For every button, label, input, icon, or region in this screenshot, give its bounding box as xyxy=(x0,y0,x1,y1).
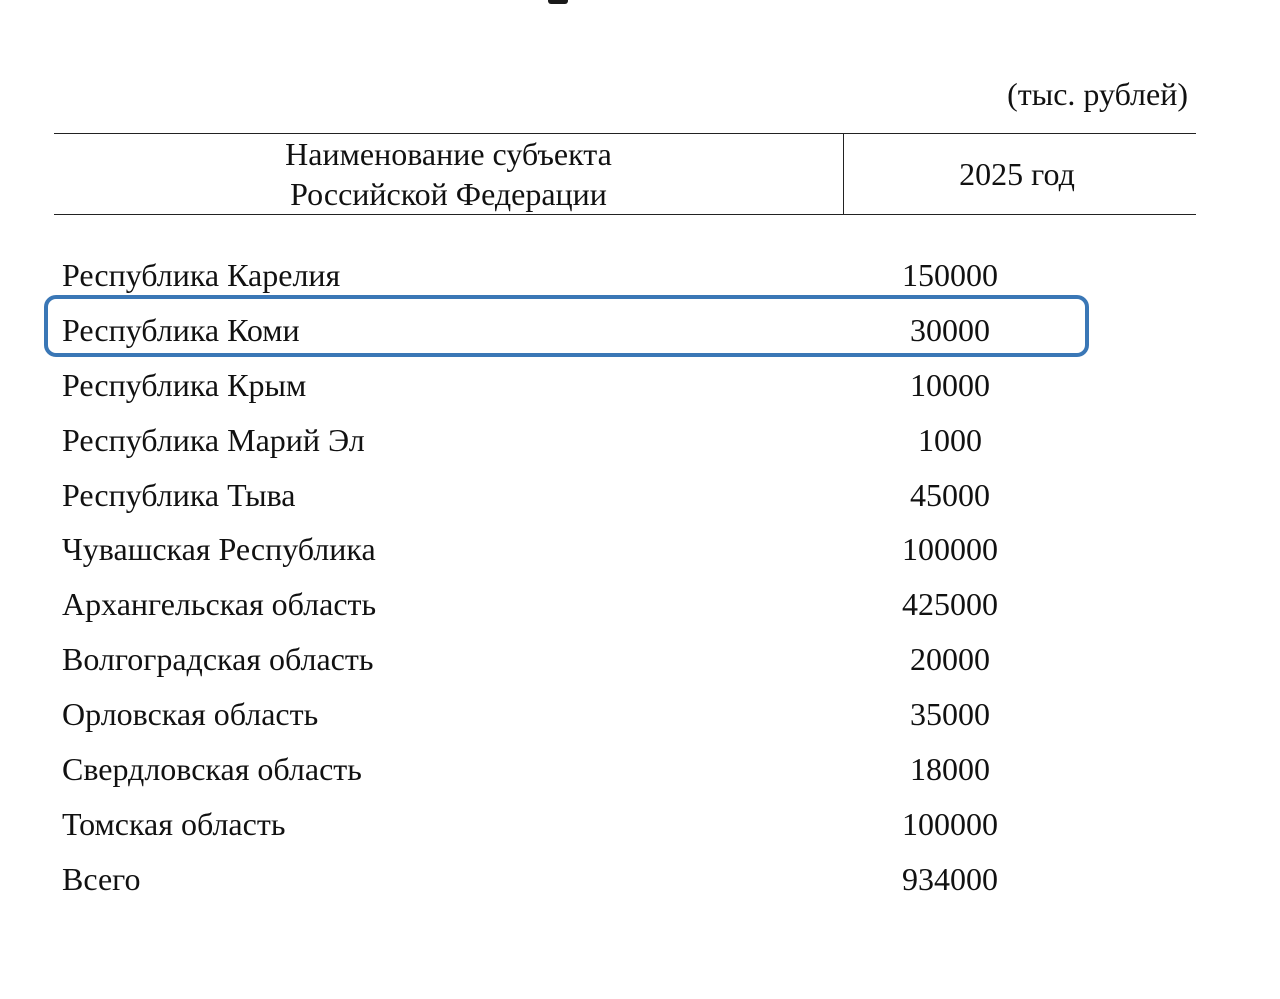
region-value: 425000 xyxy=(902,586,998,623)
units-label: (тыс. рублей) xyxy=(1007,76,1188,112)
region-value: 35000 xyxy=(910,696,990,733)
cropped-title-fragment xyxy=(548,0,568,4)
region-value: 100000 xyxy=(902,805,998,842)
region-name: Свердловская область xyxy=(62,751,362,788)
region-name: Орловская область xyxy=(62,696,319,733)
table-row-total xyxy=(62,852,1202,907)
region-name: Республика Тыва xyxy=(62,476,296,513)
table-row xyxy=(62,577,1202,632)
header-region-name xyxy=(54,134,844,214)
region-value: 18000 xyxy=(910,751,990,788)
header-year: 2025 год xyxy=(959,155,1075,192)
region-name: Республика Коми xyxy=(62,311,300,348)
region-value: 10000 xyxy=(910,366,990,403)
table-row xyxy=(62,797,1202,852)
region-name: Волгоградская область xyxy=(62,641,374,678)
table-row xyxy=(62,632,1202,687)
region-name: Республика Марий Эл xyxy=(62,421,365,458)
table-row xyxy=(62,687,1202,742)
header-name-line2: Российской Федерации xyxy=(290,176,607,212)
region-value: 30000 xyxy=(910,311,990,348)
table-row xyxy=(62,248,1202,303)
region-name: Чувашская Республика xyxy=(62,531,376,568)
table-row xyxy=(62,413,1202,468)
region-value: 100000 xyxy=(902,531,998,568)
header-name-line1: Наименование субъекта xyxy=(285,136,612,172)
table-row xyxy=(62,468,1202,523)
table-row xyxy=(62,522,1202,577)
region-value: 150000 xyxy=(902,257,998,293)
region-value: 45000 xyxy=(910,476,990,513)
table-body xyxy=(62,248,1202,907)
total-label: Всего xyxy=(62,860,141,897)
table-row xyxy=(62,742,1202,797)
table-row-highlighted xyxy=(62,303,1202,358)
region-value: 20000 xyxy=(910,641,990,678)
total-value: 934000 xyxy=(902,860,998,897)
region-name: Томская область xyxy=(62,805,286,842)
region-value: 1000 xyxy=(918,421,982,458)
region-name: Республика Карелия xyxy=(62,257,341,293)
table-row xyxy=(62,358,1202,413)
region-name: Архангельская область xyxy=(62,586,377,623)
region-name: Республика Крым xyxy=(62,366,307,403)
table-header xyxy=(54,133,1196,215)
